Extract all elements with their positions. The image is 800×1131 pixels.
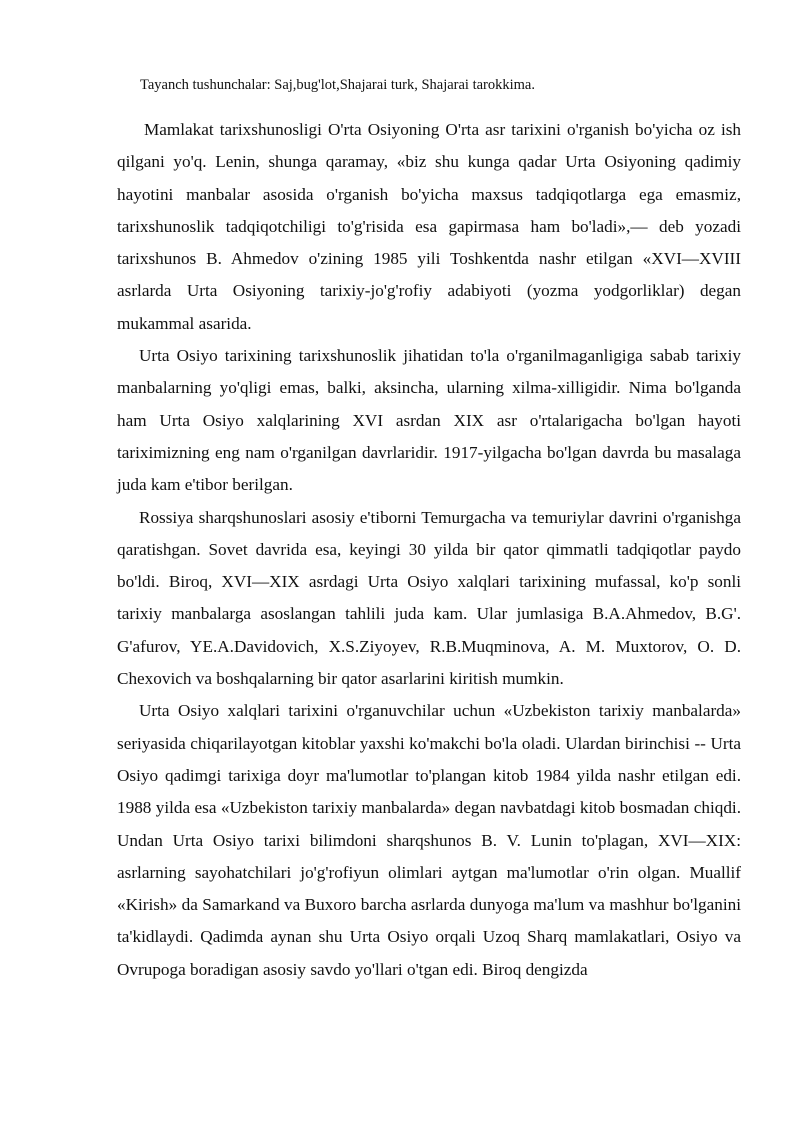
paragraph-2: Urta Osiyo tarixining tarixshunoslik jihatidan to'la o'rganilmaganligiga sabab tarixiy manbalarning yo'qligi emas, balki, aksincha, ularning xilma-xilligidir. Nima bo'lganda ham Urta Osiyo xalqlarining XVI asrdan XIX asr o'rtalarigacha bo'lgan hayoti tariximizning eng nam o'rganilgan davrlaridir. 1917-yilgacha bo'lgan davrda bu masalaga juda kam e'tibor berilgan. xyxy=(117,346,741,495)
paragraph-3: Rossiya sharqshunoslari asosiy e'tiborni Temurgacha va temuriylar davrini o'rganishga qaratishgan. Sovet davrida esa, keyingi 30 yilda bir qator qimmatli tadqiqotlar paydo bo'ldi. Biroq, XVI—XIX asrdagi Urta Osiyo xalqlari tarixining mufassal, ko'p sonli tarixiy manbalarga asoslangan tahlili juda kam. Ular jumlasiga B.A.Ahmedov, B.G'. G'afurov, YE.A.Davidovich, X.S.Ziyoyev, R.B.Muqminova, A. M. Muxtorov, O. D. Chexovich va boshqalarning bir qator asarlarini kiritish mumkin. xyxy=(117,507,741,689)
keywords-line: Tayanch tushunchalar: Saj,bug'lot,Shajarai turk, Shajarai tarokkima. xyxy=(140,77,535,93)
paragraph-4: Urta Osiyo xalqlari tarixini o'rganuvchilar uchun «Uzbekiston tarixiy manbalarda» seriyasida chiqarilayotgan kitoblar yaxshi ko'makchi bo'la oladi. Ulardan birinchisi -- Urta Osiyo qadimgi tarixiga doyr ma'lumotlar to'plangan kitob 1984 yilda nashr etilgan edi. 1988 yilda esa «Uzbekiston tarixiy manbalarda» degan navbatdagi kitob bosmadan chiqdi. Undan Urta Osiyo tarixi bilimdoni sharqshunos B. V. Lunin to'plagan, XVI—XIX: asrlarning sayohatchilari jo'g'rofiyun olimlari aytgan ma'lumotlar o'rin olgan. Muallif «Kirish» da Samarkand va Buxoro barcha asrlarda dunyoga ma'lum va mashhur bo'lganini ta'kidlaydi. Qadimda aynan shu Urta Osiyo orqali Uzoq Sharq mamlakatlari, Osiyo va Ovrupoga boradigan asosiy savdo yo'llari o'tgan edi. Biroq dengizda xyxy=(117,701,741,979)
body-text xyxy=(117,114,741,986)
paragraph-1: Mamlakat tarixshunosligi O'rta Osiyoning O'rta asr tarixini o'rganish bo'yicha oz ish qilgani yo'q. Lenin, shunga qaramay, «biz shu kunga qadar Urta Osiyoning qadimiy hayotini manbalar asosida o'rganish bo'yicha maxsus tadqiqotlarga ega emasmiz, tarixshunoslik tadqiqotchiligi to'g'risida esa gapirmasa ham bo'ladi»,— deb yozadi tarixshunos B. Ahmedov o'zining 1985 yili Toshkentda nashr etilgan «XVI—XVIII asrlarda Urta Osiyoning tarixiy-jo'g'rofiy adabiyoti (yozma yodgorliklar) degan mukammal asarida. xyxy=(117,120,741,333)
